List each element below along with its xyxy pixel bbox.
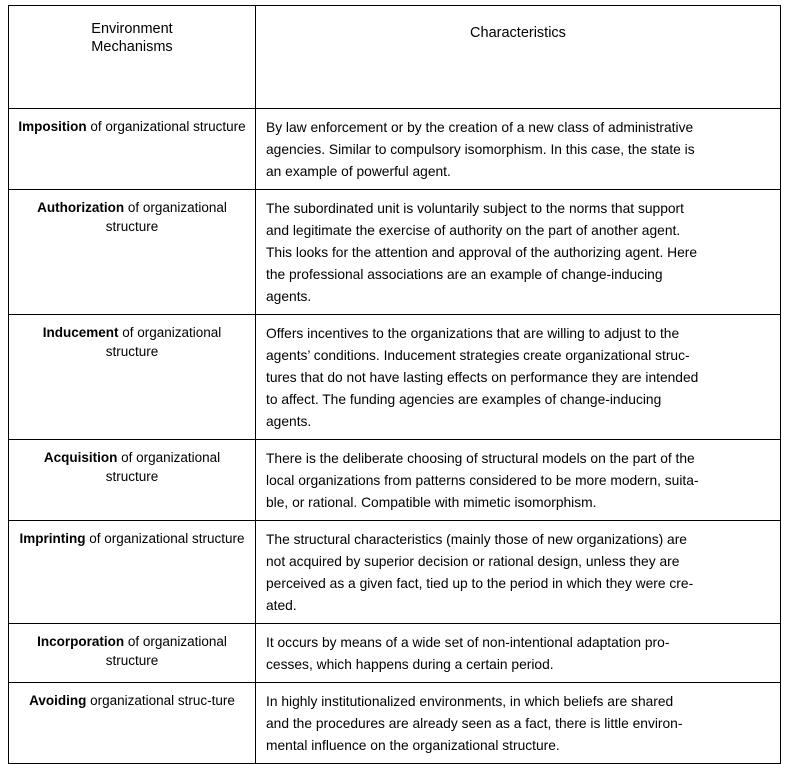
table-row [9,683,781,764]
characteristics-line: By law enforcement or by the creation of a new class of administrative [266,120,694,135]
mechanism-cell [9,315,256,440]
column-header-characteristics [256,6,781,109]
table-row [9,315,781,440]
characteristics-line: to affect. The funding agencies are examples of change-inducing [266,392,662,407]
mechanism-cell [9,190,256,315]
mechanism-cell [9,521,256,624]
characteristics-cell [256,521,781,624]
table-row [9,190,781,315]
mechanism-term-suffix: of organizational structure [86,119,246,134]
table-header-row [9,6,781,109]
characteristics-line: perceived as a given fact, tied up to the period in which they were cre- [266,576,694,591]
mechanism-term: Acquisition [43,450,118,465]
characteristics-cell [256,190,781,315]
mechanism-term: Avoiding [29,693,87,708]
mechanism-term-suffix: of organizational structure [105,450,221,484]
characteristics-line: In highly institutionalized environments, in which beliefs are shared [266,694,674,709]
mechanism-cell [9,440,256,521]
mechanism-term-suffix: of organizational structure [105,200,227,234]
characteristics-line: agents’ conditions. Inducement strategies create organizational struc- [266,348,690,363]
characteristics-line: The structural characteristics (mainly those of new organizations) are [266,532,687,547]
characteristics-line: the professional associations are an example of change-inducing [266,267,663,282]
mechanism-term: Imposition [18,119,87,134]
table-row [9,440,781,521]
characteristics-line: There is the deliberate choosing of structural models on the part of the [266,451,695,466]
characteristics-cell [256,109,781,190]
characteristics-line: mental influence on the organizational structure. [266,738,560,753]
mechanism-term: Inducement [42,325,119,340]
characteristics-line: an example of powerful agent. [266,164,451,179]
characteristics-line: and the procedures are already seen as a fact, there is little environ- [266,716,683,731]
characteristics-cell [256,624,781,683]
characteristics-line: not acquired by superior decision or rational design, unless they are [266,554,680,569]
characteristics-line: Offers incentives to the organizations that are willing to adjust to the [266,326,680,341]
characteristics-cell [256,315,781,440]
characteristics-line: It occurs by means of a wide set of non-intentional adaptation pro- [266,635,670,650]
header-mechanism-line1: Environment [91,21,173,37]
table-container [8,5,780,753]
table-body [9,109,781,764]
characteristics-line: agencies. Similar to compulsory isomorphism. In this case, the state is [266,142,695,157]
environment-mechanisms-table [8,5,781,764]
characteristics-line: tures that do not have lasting effects on performance they are intended [266,370,699,385]
mechanism-term-suffix: organizational struc-ture [86,693,235,708]
characteristics-line: This looks for the attention and approval of the authorizing agent. Here [266,245,698,260]
mechanism-term: Imprinting [19,531,86,546]
mechanism-term-suffix: of organizational structure [105,634,227,668]
header-mechanism-line2: Mechanisms [91,39,173,55]
table-row [9,624,781,683]
characteristics-line: agents. [266,289,312,304]
characteristics-line: agents. [266,414,312,429]
mechanism-cell [9,109,256,190]
mechanism-term: Incorporation [37,634,125,649]
header-characteristics-label: Characteristics [470,25,566,41]
characteristics-cell [256,683,781,764]
characteristics-line: ble, or rational. Compatible with mimetic isomorphism. [266,495,597,510]
characteristics-line: ated. [266,598,297,613]
table-row [9,521,781,624]
mechanism-term: Authorization [37,200,125,215]
mechanism-cell [9,624,256,683]
mechanism-term-suffix: of organizational structure [85,531,245,546]
table-row [9,109,781,190]
characteristics-line: The subordinated unit is voluntarily subject to the norms that support [266,201,684,216]
characteristics-line: and legitimate the exercise of authority on the part of another agent. [266,223,681,238]
characteristics-cell [256,440,781,521]
characteristics-line: local organizations from patterns considered to be more modern, suita- [266,473,699,488]
mechanism-term-suffix: of organizational structure [105,325,222,359]
mechanism-cell [9,683,256,764]
characteristics-line: cesses, which happens during a certain period. [266,657,554,672]
column-header-environment-mechanisms [9,6,256,109]
